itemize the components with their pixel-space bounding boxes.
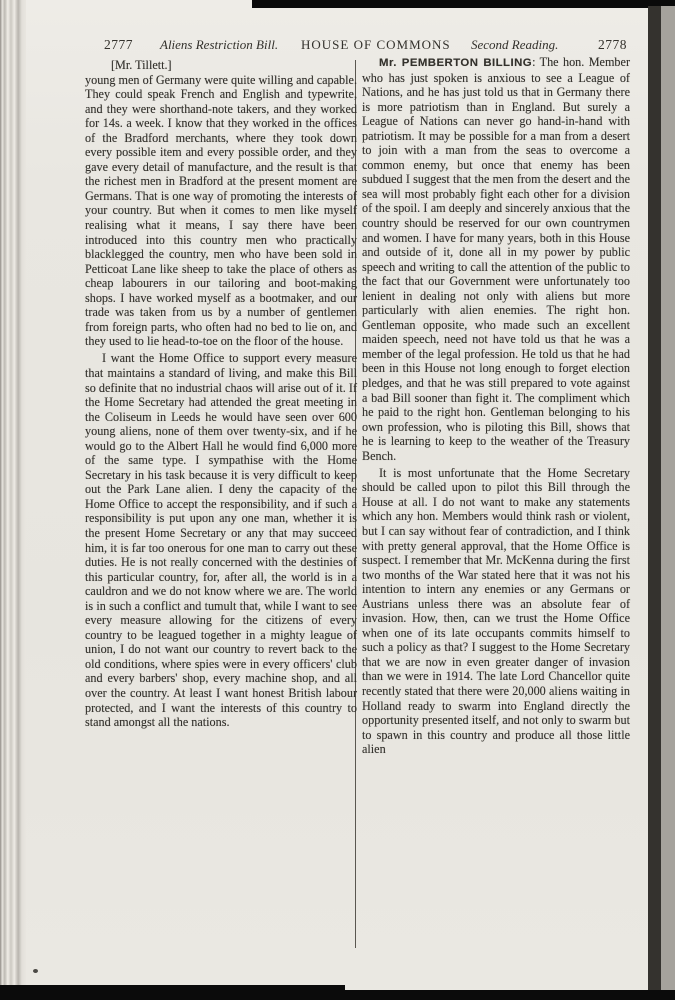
book-binding-edge [0,0,26,1000]
header-house-name: HOUSE OF COMMONS [301,37,451,52]
left-column [85,58,357,730]
book-edge-gray-right [661,6,675,1000]
speech-paragraph: young men of Germany were quite willing and capable. They could speak French and English and typewrite, and they were shorthand-note takers, and they worked for 14s. a week. I know that they worked in the offices of the Bradford merchants, where they took down every possible item and every possible order, and they gave every detail of manufacture, and the result is that the richest men in Bradford at the present moment are Germans. That is one way of promoting the interests of your country. But when it comes to men like myself realising what it means, I say there have been introduced into this country men who practically blacklegged the country, men who have been sold in Petticoat Lane like sheep to take the place of others as cheap labourers in our tailoring and boot-making shops. I have worked myself as a bootmaker, and our trade was taken from us by a number of gentlemen from foreign parts, who often had no bed to lie on, and they used to lie head-to-toe on the floor of the house. [85,72,357,349]
speaker-continuation-label: [Mr. Tillett.] [111,58,172,72]
right-column [362,55,630,757]
speaker-name: Mr. PEMBERTON BILLING [379,57,533,69]
speech-paragraph: It is most unfortunate that the Home Secretary should be called upon to pilot this Bill through the House at all. I do not want to make any statements which any hon. Members would think rash or violent, but I can say without fear of contradiction, and I think with pretty general approval, that the Home Office is suspect. I remember that Mr. McKenna during the first two months of the War stated here that it was not his intention to intern any enemies or any Germans or Austrians unless there was an absolute fear of invasion. How, then, can we trust the Home Office when one of its late occupants commits himself to such a policy as that? I suggest to the Home Secretary that we are now in even greater danger of invasion than we were in 1914. The late Lord Chancellor quite recently stated that there were 20,000 aliens waiting in Holland ready to swarm into England directly the opportunity presented itself, and not only to swarm but to spawn in this country and produce all those little alien [362,465,630,757]
speech-paragraph: I want the Home Office to support every measure that maintains a standard of living, and make this Bill so definite that no industrial chaos will arise out of it. If the Home Secretary had attended the great meeting in the Coliseum in Leeds he would have seen over 600 young aliens, none of them over twenty-six, and if he would go to the Albert Hall he would find 6,000 more of the same type. I sympathise with the Home Secretary in his task because it is very difficult to keep out the Park Lane alien. I deny the capacity of the Home Office to accept the responsibility, and if such a responsibility is put upon any one man, whether it is the present Home Secretary or any that may succeed him, it is far too onerous for one man to carry out these duties. He is not really concerned with the destinies of this particular country, for, after all, the world is in a cauldron and we do not know where we are. The world is in such a conflict and tumult that, while I want to see every measure allowing for the citizens of every country to be leagued together in a mighty league of union, I do not want our country to revert back to the old conditions, where spies were in every officers' club and every barbers' shop, every machine shop, and all over the country. At least I want honest British labour protected, and I want the interests of this country to stand amongst all the nations. [85,351,357,730]
header-bill-title: Aliens Restriction Bill. [160,37,279,52]
speech-paragraph [362,55,630,463]
ink-speck [33,969,38,973]
header-reading-stage: Second Reading. [471,37,559,52]
page-number-left: 2777 [104,37,133,52]
scan-border-bottom-left [0,985,345,1000]
scan-border-top [252,0,675,8]
book-edge-dark-right [648,6,661,990]
speech-text: : The hon. Member who has just spoken is anxious to see a League of Nations, and he has just told us that in Germany there is more patriotism than in England. But surely a League of Nations can never go hand-in-hand with patriotism. It may be possible for a man from a desert to join with a man from the seas to overcome a common enemy, but once that enemy has been subdued I suggest that the men from the desert and the sea will most probably fight each other for a division of the spoil. I am deeply and sincerely anxious that the country should be reserved for our own countrymen and women. I have for many years, both in this House and outside of it, done all in my power by public speech and writing to call the attention of the public to the fact that our Government were unfortunately too lenient in dealing not only with aliens but more particularly with alien enemies. The right hon. Gentleman opposite, who made such an excellent maiden speech, need not have told us that he was a member of the legal profession. He told us that he had been in this House not long enough to forget election pledges, and that he was still prepared to vote against a bad Bill sooner than fight it. The compliment which he paid to the right hon. Gentleman belonging to his own profession, who is piloting this Bill, shows that he is learning to keep to the weather of the Treasury Bench. [362,55,630,463]
page-number-right: 2778 [598,37,627,52]
